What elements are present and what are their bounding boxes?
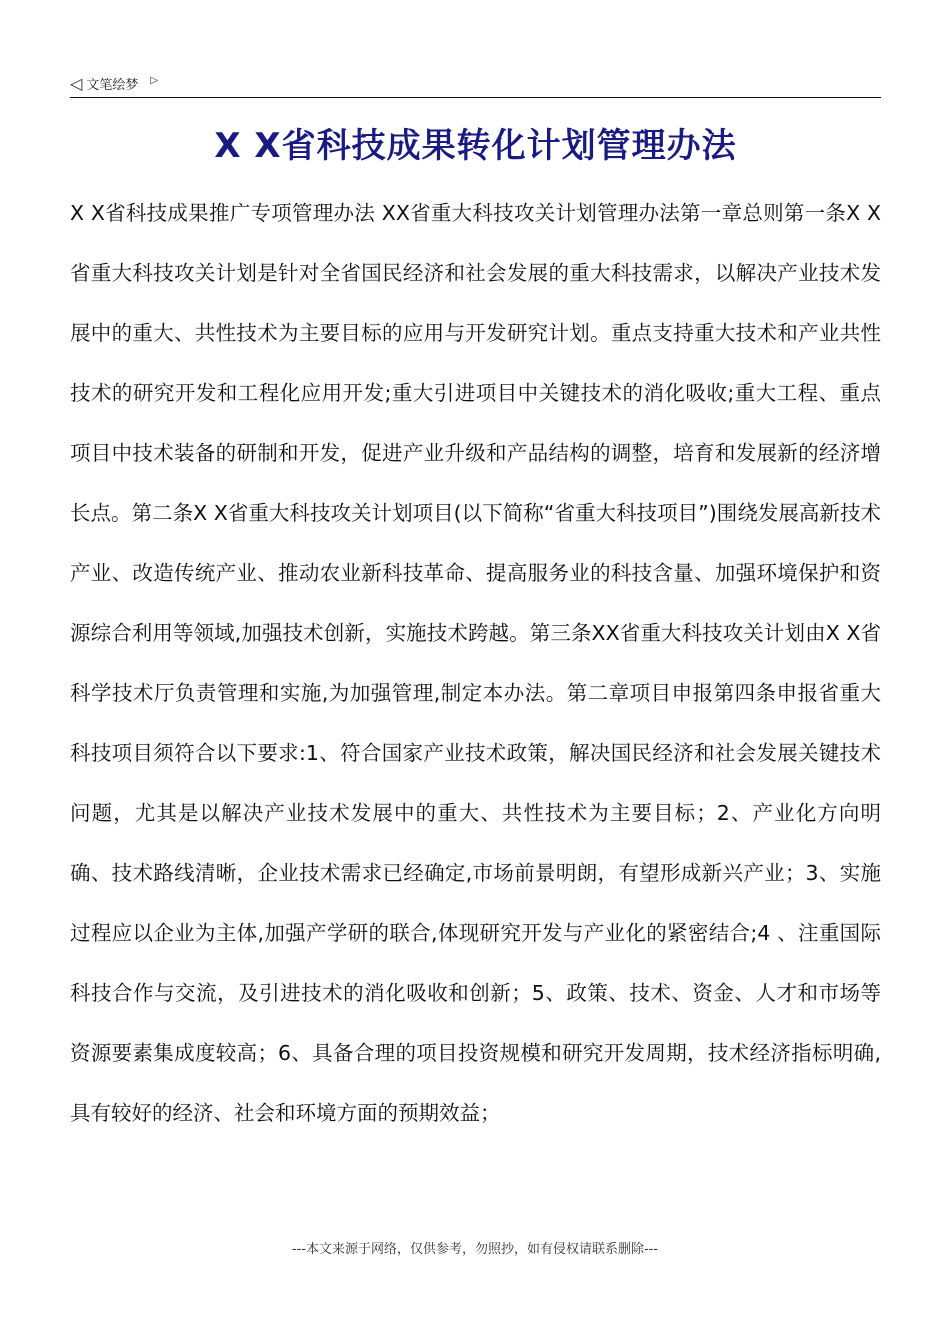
document-body: X X省科技成果推广专项管理办法 XX省重大科技攻关计划管理办法第一章总则第一条X X省重大科技攻关计划是针对全省国民经济和社会发展的重大科技需求，以解决产业技术发展中的重大、共性技术为主要目标的应用与开发研究计划。重点支持重大技术和产业共性技术的研究开发和工程化应用开发;重大引进项目中关键技术的消化吸收;重大工程、重点项目中技术装备的研制和开发，促进产业升级和产品结构的调整，培育和发展新的经济增长点。第二条X X省重大科技攻关计划项目(以下简称“省重大科技项目”)围绕发展高新技术产业、改造传统产业、推动农业新科技革命、提高服务业的科技含量、加强环境保护和资源综合利用等领域,加强技术创新，实施技术跨越。第三条XX省重大科技攻关计划由X X省科学技术厅负责管理和实施,为加强管理,制定本办法。第二章项目申报第四条申报省重大科技项目须符合以下要求:1、符合国家产业技术政策，解决国民经济和社会发展关键技术问题，尤其是以解决产业技术发展中的重大、共性技术为主要目标；2、产业化方向明确、技术路线清晰，企业技术需求已经确定,市场前景明朗，有望形成新兴产业；3、实施过程应以企业为主体,加强产学研的联合,体现研究开发与产业化的紧密结合;4 、注重国际科技合作与交流，及引进技术的消化吸收和创新；5、政策、技术、资金、人才和市场等资源要素集成度较高；6、具备合理的项目投资规模和研究开发周期，技术经济指标明确,具有较好的经济、社会和环境方面的预期效益； [70,201,881,1125]
page-header [70,74,158,93]
header-label: 文笔绘梦 [86,78,139,93]
triangle-right-icon: ▷ [150,75,159,86]
header-divider [70,97,881,98]
triangle-left-icon: ◁ [70,73,83,93]
footer-notice: ---本文来源于网络，仅供参考，勿照抄，如有侵权请联系删除--- [291,1242,659,1257]
document-title: X X省科技成果转化计划管理办法 [214,126,737,166]
